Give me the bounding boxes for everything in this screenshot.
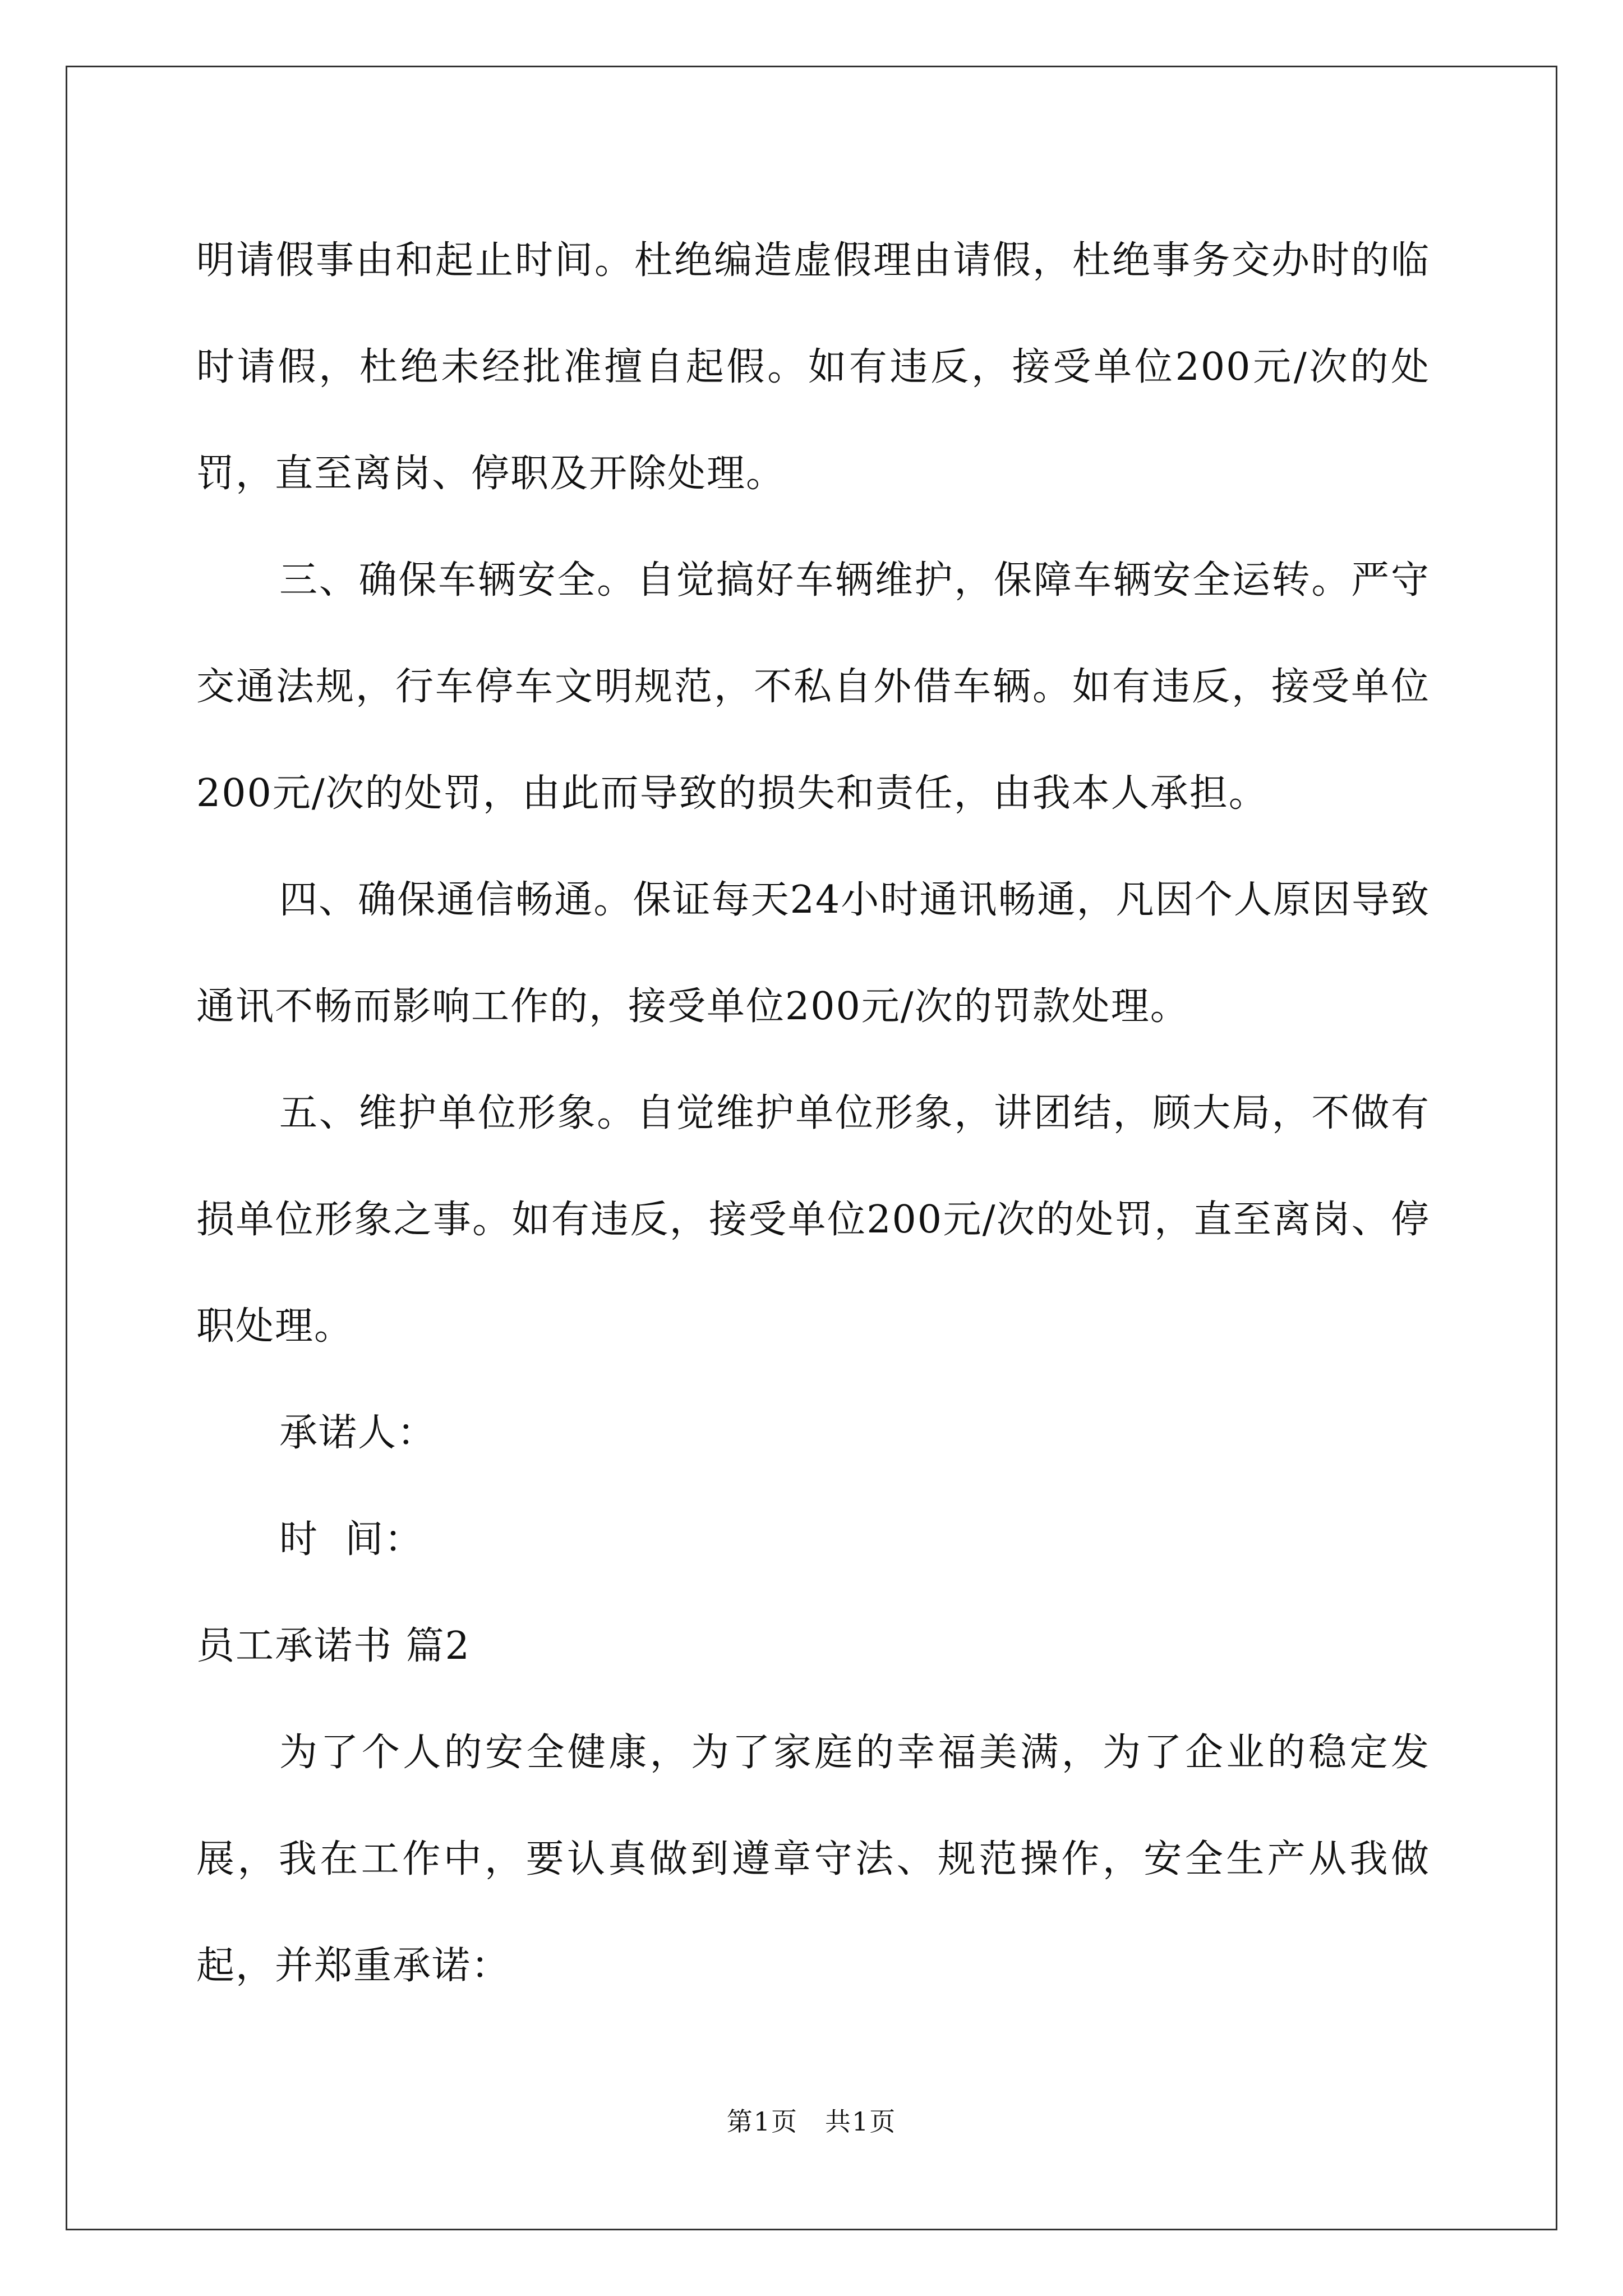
paragraph-company-image: 五、维护单位形象。自觉维护单位形象，讲团结，顾大局，不做有损单位形象之事。如有违反，接受单位200元/次的处罚，直至离岗、停职处理。 [196, 1091, 1430, 1349]
paragraph-leave-rules: 明请假事由和起止时间。杜绝编造虚假理由请假，杜绝事务交办时的临时请假，杜绝未经批准擅自起假。如有违反，接受单位200元/次的处罚，直至离岗、停职及开除处理。 [196, 238, 1430, 496]
paragraph-vehicle-safety: 三、确保车辆安全。自觉搞好车辆维护，保障车辆安全运转。严守交通法规，行车停车文明规范，不私自外借车辆。如有违反，接受单位200元/次的处罚，由此而导致的损失和责任，由我本人承担。 [196, 558, 1430, 816]
section-title: 员工承诺书 篇2 [196, 1624, 471, 1668]
page-footer: 第1页 共1页 [726, 2106, 897, 2137]
paragraph-communication: 四、确保通信畅通。保证每天24小时通讯畅通，凡因个人原因导致通讯不畅而影响工作的，接受单位200元/次的罚款处理。 [196, 878, 1430, 1029]
date-label: 时 间： [279, 1517, 424, 1562]
document-body [196, 208, 1430, 2019]
signatory-label: 承诺人： [279, 1411, 437, 1455]
paragraph-safety-commitment: 为了个人的安全健康，为了家庭的幸福美满，为了企业的稳定发展，我在工作中，要认真做到遵章守法、规范操作，安全生产从我做起，并郑重承诺： [196, 1731, 1430, 1988]
